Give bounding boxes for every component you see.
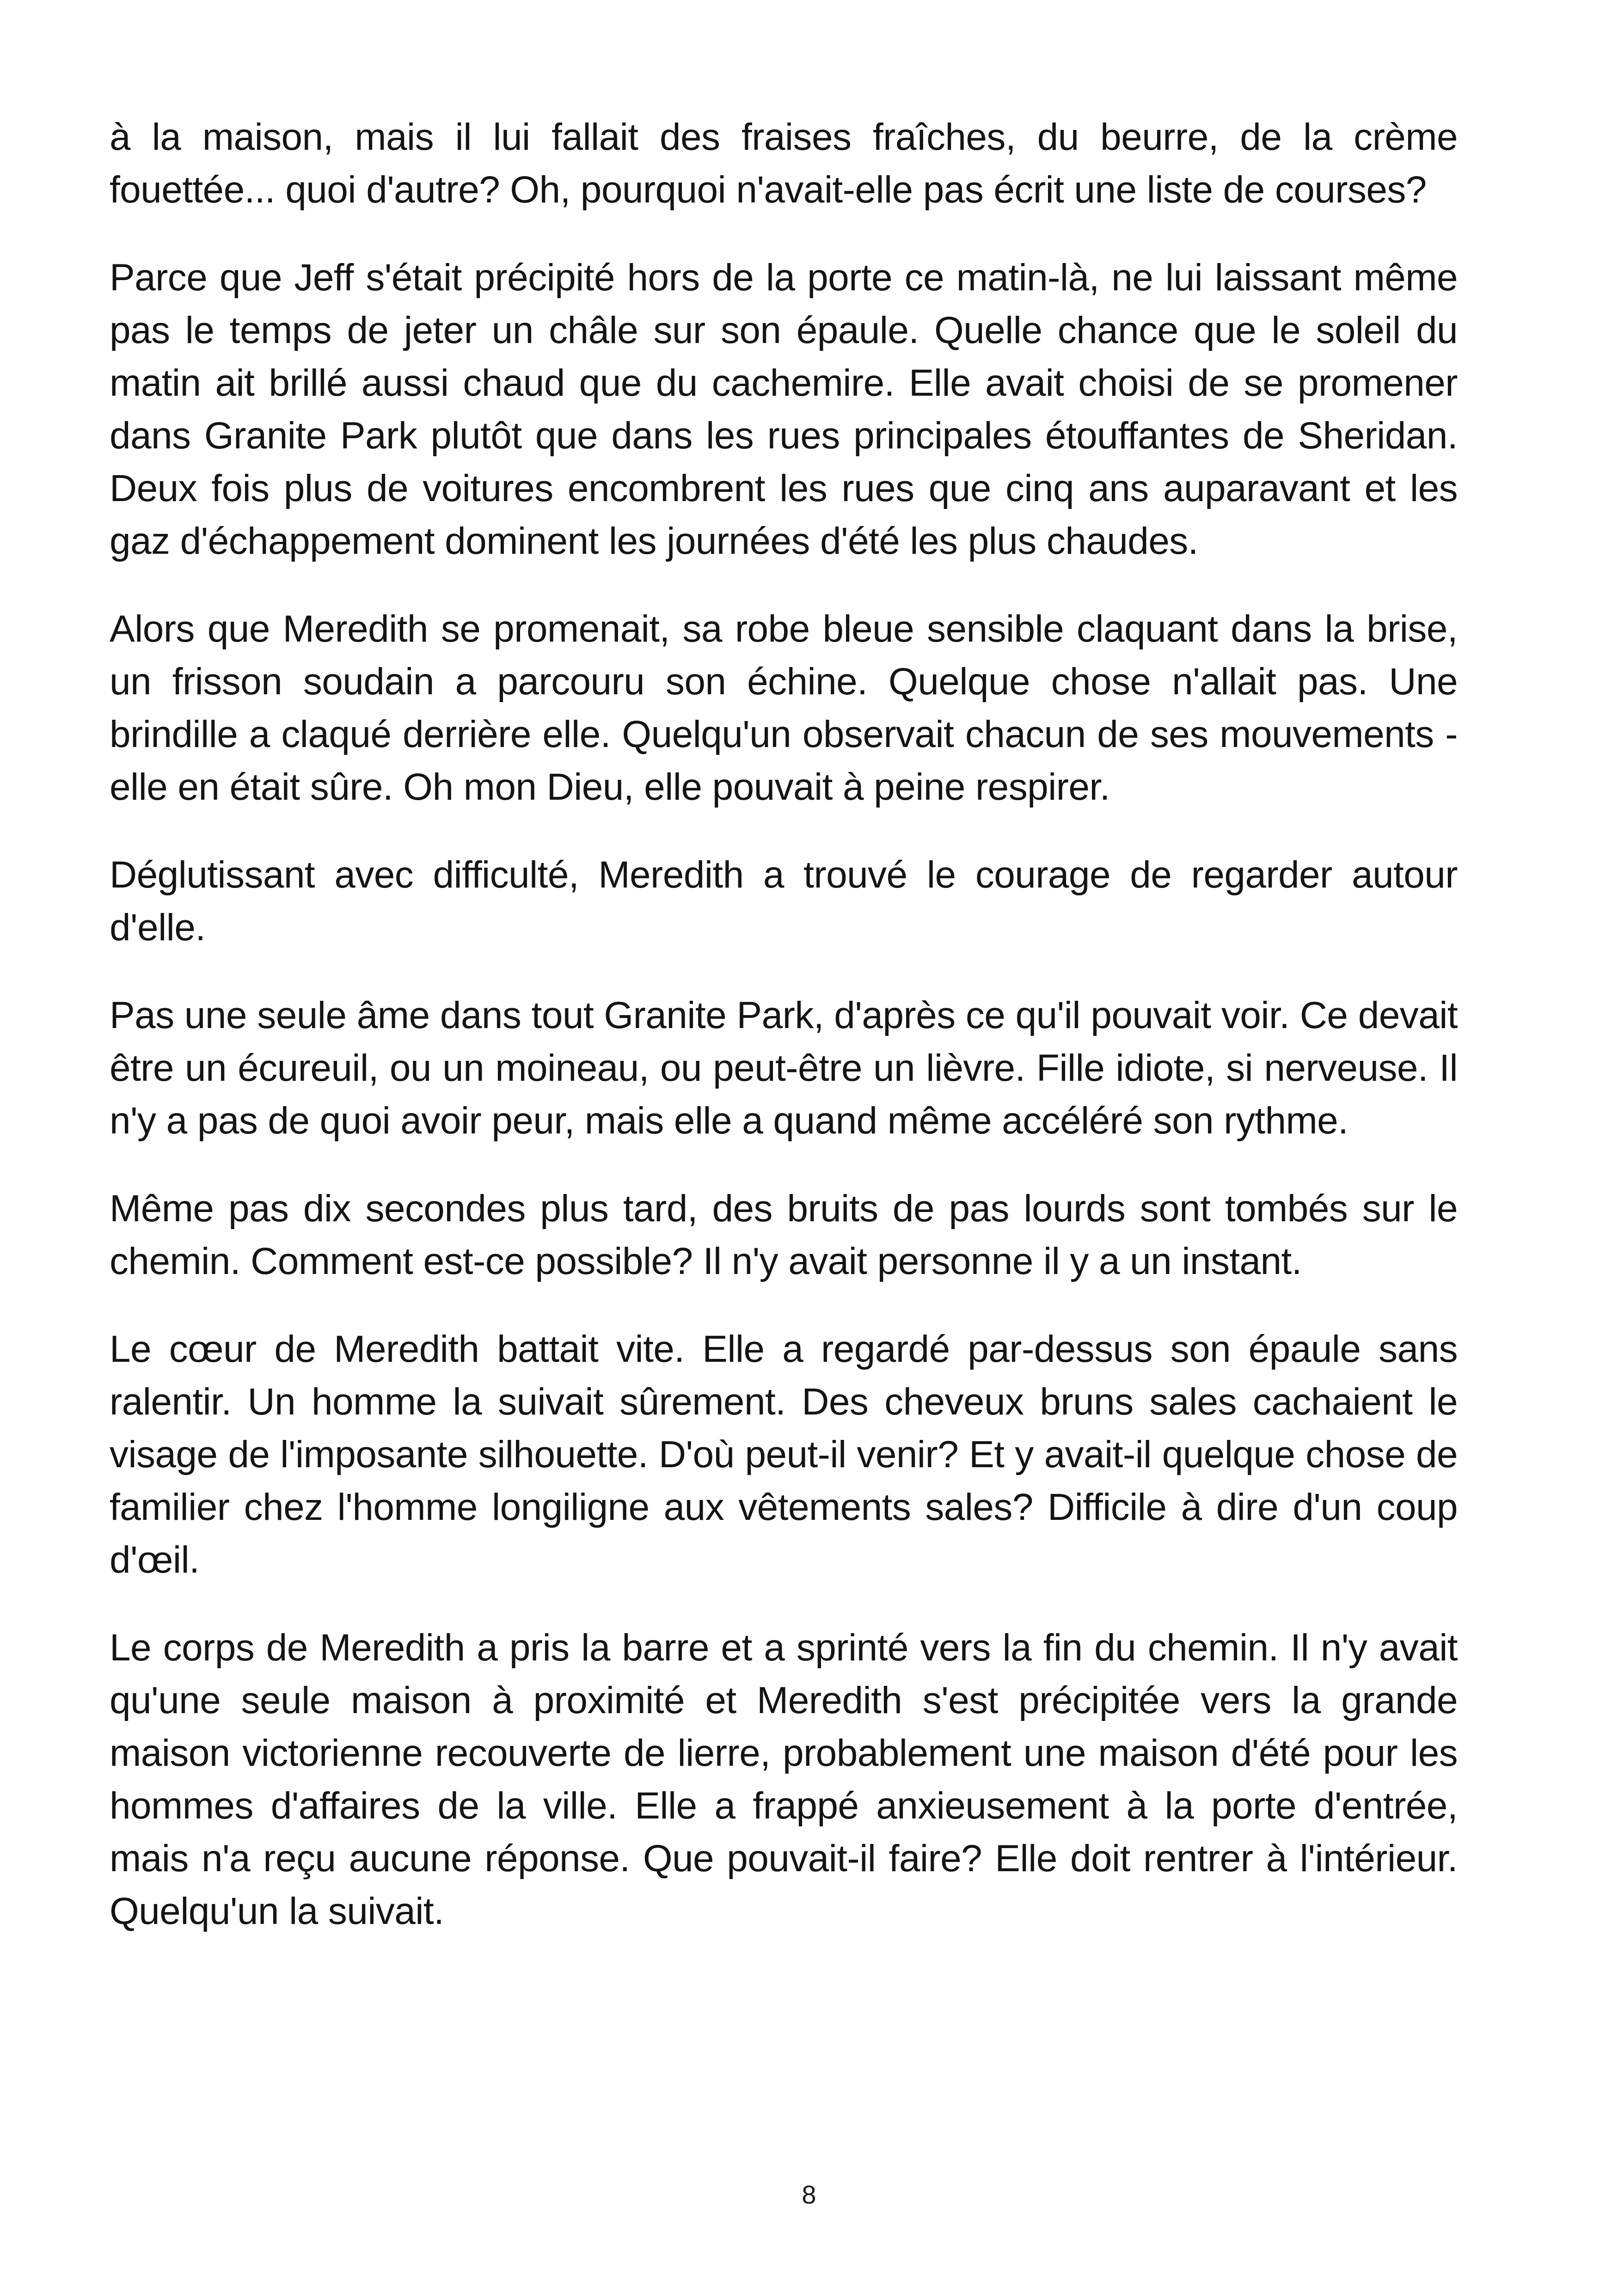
paragraph-5: Pas une seule âme dans tout Granite Park, d'après ce qu'il pouvait voir. Ce devait être un écureuil, ou un moineau, ou peut-être un lièvre. Fille idiote, si nerveuse. Il n'y a pas de quoi avoir peur, mais elle a quand même accéléré son rythme. xyxy=(110,994,1458,1142)
page-number: 8 xyxy=(802,2180,816,2209)
paragraph-7: Le cœur de Meredith battait vite. Elle a regardé par-dessus son épaule sans ralentir. Un homme la suivait sûrement. Des cheveux bruns sales cachaient le visage de l'imposante silhouette. D'où peut-il venir? Et y avait-il quelque chose de familier chez l'homme longiligne aux vêtements sales? Difficile à dire d'un coup d'œil. xyxy=(110,1328,1458,1581)
paragraph-2: Parce que Jeff s'était précipité hors de la porte ce matin-là, ne lui laissant même pas le temps de jeter un châle sur son épaule. Quelle chance que le soleil du matin ait brillé aussi chaud que du cachemire. Elle avait choisi de se promener dans Granite Park plutôt que dans les rues principales étouffantes de Sheridan. Deux fois plus de voitures encombrent les rues que cinq ans auparavant et les gaz d'échappement dominent les journées d'été les plus chaudes. xyxy=(110,257,1458,562)
paragraph-3: Alors que Meredith se promenait, sa robe bleue sensible claquant dans la brise, un frisson soudain a parcouru son échine. Quelque chose n'allait pas. Une brindille a claqué derrière elle. Quelqu'un observait chacun de ses mouvements - elle en était sûre. Oh mon Dieu, elle pouvait à peine respirer. xyxy=(110,608,1458,808)
paragraph-6: Même pas dix secondes plus tard, des bruits de pas lourds sont tombés sur le chemin. Comment est-ce possible? Il n'y avait personne il y a un instant. xyxy=(110,1188,1458,1282)
paragraph-4: Déglutissant avec difficulté, Meredith a trouvé le courage de regarder autour d'elle. xyxy=(110,854,1458,949)
body-text xyxy=(110,111,1458,1938)
paragraph-1: à la maison, mais il lui fallait des fraises fraîches, du beurre, de la crème fouettée... quoi d'autre? Oh, pourquoi n'avait-elle pas écrit une liste de courses? xyxy=(110,116,1458,211)
paragraph-8: Le corps de Meredith a pris la barre et a sprinté vers la fin du chemin. Il n'y avait qu'une seule maison à proximité et Meredith s'est précipitée vers la grande maison victorienne recouverte de lierre, probablement une maison d'été pour les hommes d'affaires de la ville. Elle a frappé anxieusement à la porte d'entrée, mais n'a reçu aucune réponse. Que pouvait-il faire? Elle doit rentrer à l'intérieur. Quelqu'un la suivait. xyxy=(110,1627,1458,1932)
